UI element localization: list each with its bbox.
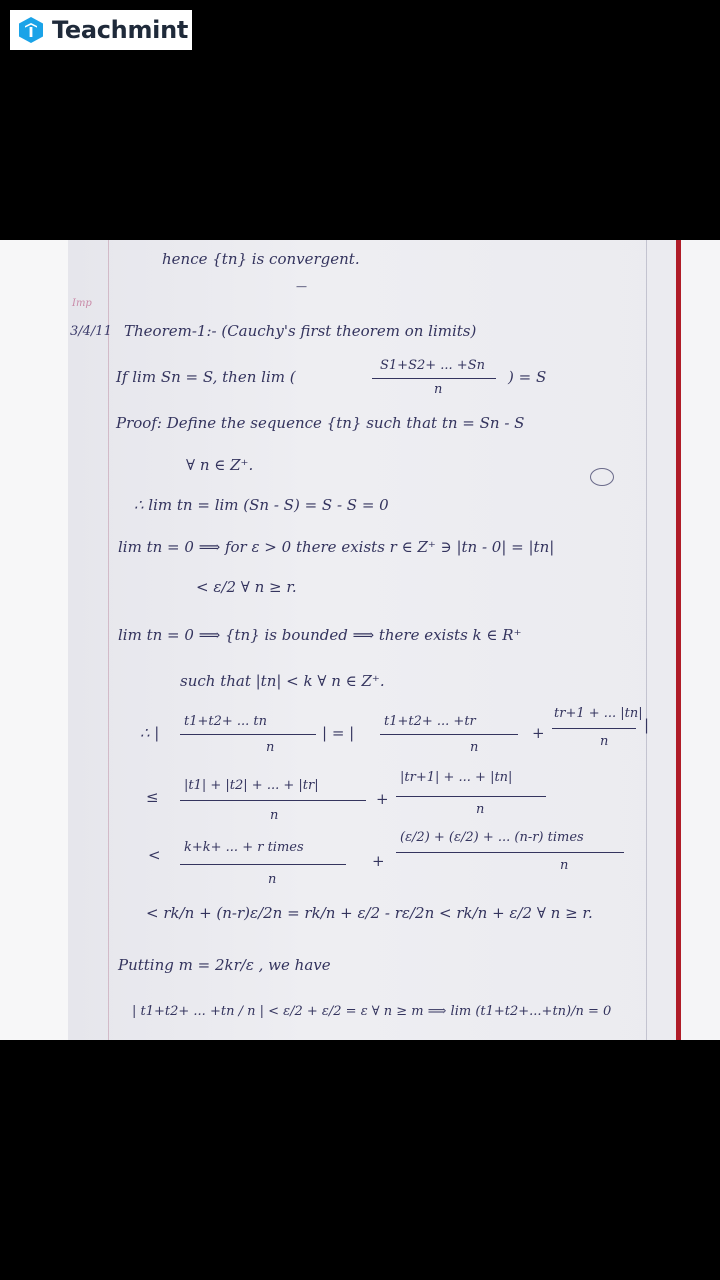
ineq1-right-num: tr+1 + ... |tn| (554, 706, 643, 721)
brand-name: Teachmint (52, 16, 189, 44)
last-line: | t1+t2+ ... +tn / n | < ε/2 + ε/2 = ε ∀ n ≥ m ⟹ lim (t1+t2+...+tn)/n = 0 (132, 1004, 612, 1019)
teachmint-logo (10, 10, 192, 50)
ineq3-num1: k+k+ ... + r times (184, 840, 304, 855)
convergence-line-2: < ε/2 ∀ n ≥ r. (196, 578, 297, 596)
ineq2-num2: |tr+1| + ... + |tn| (400, 770, 513, 785)
teachmint-logo-icon (16, 15, 46, 45)
ineq3-den2: n (560, 858, 569, 873)
scribble (590, 468, 614, 486)
ineq2-den2: n (476, 802, 485, 817)
theorem-title: Theorem-1:- (Cauchy's first theorem on limits) (124, 322, 477, 340)
ineq1-mid-num: t1+t2+ ... +tr (384, 714, 476, 729)
proof-line-2: ∀ n ∈ Z⁺. (186, 456, 254, 474)
ineq3-num2: (ε/2) + (ε/2) + ... (n-r) times (400, 830, 584, 845)
convergence-line: lim tn = 0 ⟹ for ε > 0 there exists r ∈ Z⁺ ∋ |tn - 0| = |tn| (118, 538, 555, 556)
statement-left: If lim Sn = S, then lim ( (116, 368, 296, 386)
bounded-line-2: such that |tn| < k ∀ n ∈ Z⁺. (180, 672, 385, 690)
ineq1-right-den: n (600, 734, 609, 749)
ineq1-mid-den: n (470, 740, 479, 755)
ineq1-left-den: n (266, 740, 275, 755)
statement-numerator: S1+S2+ ... +Sn (380, 358, 485, 373)
line-convergent: hence {tn} is convergent. (162, 250, 360, 268)
notes-photo: hence {tn} is convergent. — Imp 3/4/11 Theorem-1:- (Cauchy's first theorem on limits) If lim Sn = S, then lim ( S1+S2+ ... +Sn n ) = S Proof: Define the sequence {tn} such that tn = Sn - S ∀ n ∈ Z⁺. ∴ lim tn = lim (Sn - S) = S - S = 0 lim tn = 0 ⟹ for ε > 0 there exists r ∈ Z⁺ ∋ |tn - 0| = |tn| < ε/2 ∀ n ≥ r. lim tn = 0 ⟹ {tn} is bounded ⟹ there exists k ∈ R⁺ such that |tn| < k ∀ n ∈ Z⁺. ∴ | t1+t2+ ... tn n | = | t1+t2+ ... +tr n + tr+1 + ... |tn| n | ≤ |t1| + |t2| + ... + |tr| n + |tr+1| + ... + |tn| n < k+k+ ... + r times n + (ε/2) + (ε/2) + ... (n-r) times n < rk/n + (n-r)ε/2n = rk/n + ε/2 - rε/2n < rk/n + ε/2 ∀ n ≥ r. Putting m = 2kr/ε , we have | t1+t2+ ... +tn / n | < ε/2 + ε/2 = ε ∀ n ≥ m ⟹ lim (t1+t2+...+tn)/n = 0 (0, 240, 720, 1040)
proof-line: Proof: Define the sequence {tn} such that tn = Sn - S (116, 414, 525, 432)
ineq3-den1: n (268, 872, 277, 887)
lim-line: ∴ lim tn = lim (Sn - S) = S - S = 0 (134, 496, 389, 514)
putting-line: Putting m = 2kr/ε , we have (118, 956, 331, 974)
ineq2-num1: |t1| + |t2| + ... + |tr| (184, 778, 319, 793)
ineq1-left-num: t1+t2+ ... tn (184, 714, 268, 729)
bounded-line: lim tn = 0 ⟹ {tn} is bounded ⟹ there exists k ∈ R⁺ (118, 626, 522, 644)
ineq4-line: < rk/n + (n-r)ε/2n = rk/n + ε/2 - rε/2n < rk/n + ε/2 ∀ n ≥ r. (146, 904, 593, 922)
date: 3/4/11 (70, 324, 112, 339)
statement-right: ) = S (508, 368, 547, 386)
statement-denominator: n (434, 382, 443, 397)
ineq2-den1: n (270, 808, 279, 823)
